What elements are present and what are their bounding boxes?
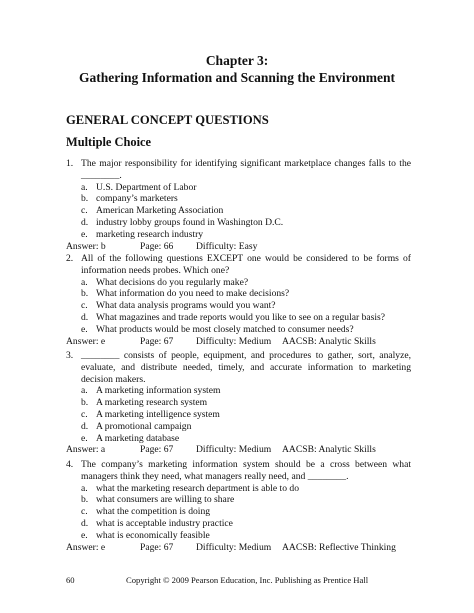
answer-page: Page: 67 — [140, 541, 174, 553]
option-letter: e. — [81, 228, 88, 240]
option-letter: b. — [81, 494, 89, 506]
option-text: What decisions do you regularly make? — [96, 276, 249, 288]
question-4 — [66, 459, 411, 553]
option-text: What information do you need to make decisions? — [96, 288, 290, 300]
option-e — [66, 433, 411, 445]
answer-aacsb: AACSB: Analytic Skills — [282, 444, 376, 456]
option-d — [66, 518, 411, 530]
option-text: What products would be most closely matched to consumer needs? — [96, 323, 354, 335]
option-text: What data analysis programs would you want? — [96, 300, 276, 312]
answer-page: Page: 67 — [140, 444, 174, 456]
option-c — [66, 506, 411, 518]
option-text: A marketing information system — [96, 385, 221, 397]
option-letter: e. — [81, 323, 88, 335]
option-b — [66, 494, 411, 506]
question-text: All of the following questions EXCEPT one would be considered to be forms of information needs probes. Which one? — [81, 253, 411, 276]
question-number: 2. — [66, 253, 74, 264]
option-d — [66, 217, 411, 229]
option-text: U.S. Department of Labor — [96, 181, 197, 193]
option-text: A marketing database — [96, 432, 180, 444]
option-letter: b. — [81, 288, 89, 300]
option-text: industry lobby groups found in Washington D.C. — [96, 216, 284, 228]
option-text: what the marketing research department is able to do — [96, 482, 299, 494]
option-b — [66, 288, 411, 300]
question-number: 4. — [66, 459, 74, 470]
option-c — [66, 300, 411, 312]
answer-difficulty: Difficulty: Medium — [196, 541, 272, 553]
question-stem — [66, 253, 411, 277]
question-text: The major responsibility for identifying significant marketplace changes falls to the ________. — [81, 158, 411, 181]
option-letter: a. — [81, 181, 88, 193]
option-a — [66, 385, 411, 397]
option-letter: a. — [81, 482, 88, 494]
question-2 — [66, 253, 411, 347]
chapter-number: Chapter 3: — [205, 53, 269, 68]
option-text: A marketing research system — [96, 397, 208, 409]
option-letter: b. — [81, 397, 89, 409]
option-letter: c. — [81, 506, 88, 518]
option-d — [66, 312, 411, 324]
question-stem — [66, 459, 411, 483]
option-letter: e. — [81, 432, 88, 444]
option-d — [66, 421, 411, 433]
answer-page: Page: 67 — [140, 335, 174, 347]
answer-difficulty: Difficulty: Medium — [196, 335, 272, 347]
question-text: ________ consists of people, equipment, and procedures to gather, sort, analyze, evaluate, and distribute needed, timely, and accurate information to marketing decision makers. — [81, 350, 411, 385]
option-letter: a. — [81, 385, 88, 397]
option-b — [66, 193, 411, 205]
option-a — [66, 277, 411, 289]
option-letter: c. — [81, 300, 88, 312]
option-text: company’s marketers — [96, 193, 178, 205]
option-e — [66, 229, 411, 241]
answer-page: Page: 66 — [140, 240, 174, 252]
answer-difficulty: Difficulty: Easy — [196, 240, 258, 252]
answer-line — [66, 336, 411, 348]
option-text: what is acceptable industry practice — [96, 517, 233, 529]
subsection-heading: Multiple Choice — [66, 135, 152, 149]
option-text: A promotional campaign — [96, 420, 192, 432]
copyright-notice: Copyright © 2009 Pearson Education, Inc. Publishing as Prentice Hall — [126, 575, 369, 585]
option-c — [66, 205, 411, 217]
option-text: marketing research industry — [96, 228, 204, 240]
option-e — [66, 530, 411, 542]
answer-key: Answer: b — [66, 240, 106, 252]
question-number: 1. — [66, 158, 74, 169]
question-stem — [66, 158, 411, 182]
option-text: what the competition is doing — [96, 506, 211, 518]
option-letter: d. — [81, 311, 89, 323]
option-e — [66, 324, 411, 336]
answer-key: Answer: e — [66, 335, 106, 347]
option-letter: b. — [81, 193, 89, 205]
chapter-title: Gathering Information and Scanning the Environment — [79, 70, 395, 85]
option-b — [66, 397, 411, 409]
option-letter: d. — [81, 420, 89, 432]
option-text: A marketing intelligence system — [96, 408, 220, 420]
option-letter: a. — [81, 276, 88, 288]
answer-difficulty: Difficulty: Medium — [196, 444, 272, 456]
option-letter: e. — [81, 529, 88, 541]
option-a — [66, 483, 411, 495]
option-text: what consumers are willing to share — [96, 494, 235, 506]
option-a — [66, 182, 411, 194]
option-text: American Marketing Association — [96, 205, 224, 217]
answer-aacsb: AACSB: Reflective Thinking — [282, 541, 396, 553]
answer-line — [66, 444, 411, 456]
answer-line — [66, 542, 411, 554]
option-letter: c. — [81, 408, 88, 420]
question-3 — [66, 350, 411, 456]
page-footer — [66, 575, 411, 585]
answer-line — [66, 241, 411, 253]
option-c — [66, 409, 411, 421]
option-letter: c. — [81, 205, 88, 217]
option-letter: d. — [81, 517, 89, 529]
option-text: What magazines and trade reports would you like to see on a regular basis? — [96, 311, 386, 323]
answer-aacsb: AACSB: Analytic Skills — [282, 335, 376, 347]
question-1 — [66, 158, 411, 252]
question-stem — [66, 350, 411, 385]
question-number: 3. — [66, 350, 74, 361]
question-text: The company’s marketing information system should be a cross between what managers think they need, what managers really need, and ________. — [81, 459, 411, 482]
answer-key: Answer: e — [66, 541, 106, 553]
page-number: 60 — [66, 575, 75, 585]
section-heading: GENERAL CONCEPT QUESTIONS — [66, 113, 269, 127]
option-letter: d. — [81, 216, 89, 228]
answer-key: Answer: a — [66, 444, 106, 456]
option-text: what is economically feasible — [96, 529, 210, 541]
